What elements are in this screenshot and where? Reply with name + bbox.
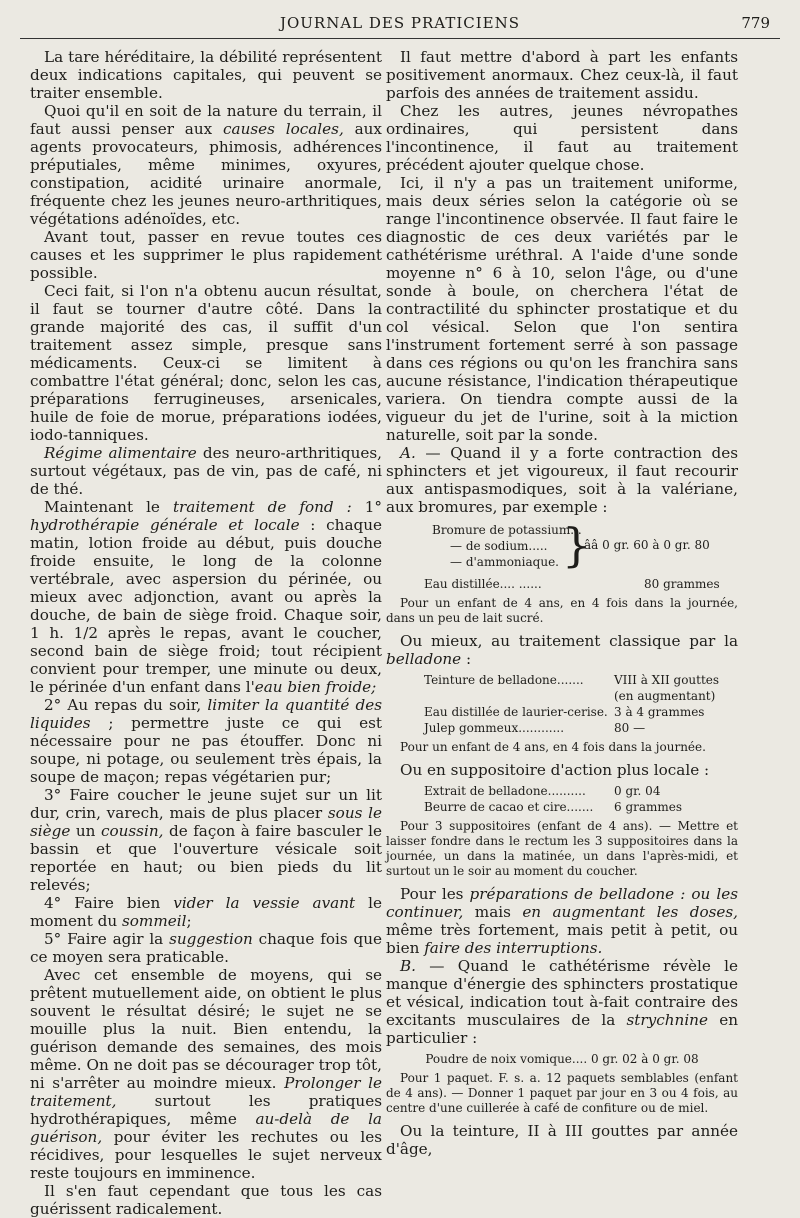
prescription-dose: 3 à 4 grammes — [614, 705, 705, 719]
paragraph: Ici, il n'y a pas un traitement uniforme, mais deux séries selon la catégorie où se range l'incontinence observée. Il faut faire le diagnostic de ces deux variétés par le cathétérisme uréthral. A l'aide d'une sonde moyenne n° 6 à 10, selon l'âge, ou d'une sonde à boule, on cherchera l'état de contractilité du sphincter prostatique et du col vésical. Selon que l'on sentira l'instrument fortement serré à son passage dans ces régions ou qu'on les franchira sans aucune résistance, l'indication thérapeutique variera. On tiendra compte aussi de la vigueur du jet de l'urine, soit à la miction naturelle, soit par la sonde. — [386, 174, 738, 444]
paragraph: A. — Quand il y a forte contraction des sphincters et jet vigoureux, il faut recourir aux antispasmodiques, soit à la valériane, aux bromures, par exemple : — [386, 444, 738, 516]
prescription-item: Teinture de belladone....... — [424, 673, 584, 687]
brace-symbol: } — [562, 518, 592, 572]
paragraph: Il s'en faut cependant que tous les cas guérissent radicalement. — [30, 1182, 382, 1218]
suppository-prescription — [386, 783, 738, 815]
paragraph: Avec cet ensemble de moyens, qui se prêtent mutuellement aide, on obtient le plus souvent le résultat désiré; le sujet ne se mouille plus la nuit. Bien entendu, la guérison demande des semaines, des mois même. On ne doit pas se décourager trop tôt, ni s'arrêter au moindre mieux. Prolonger le traitement, surtout les pratiques hydrothérapiques, même au-delà de la guérison, pour éviter les rechutes ou les récidives, pour lesquelles le sujet nerveux reste toujours en imminence. — [30, 966, 382, 1182]
prescription-dose: 80 — — [614, 721, 646, 735]
bromure-prescription — [386, 518, 738, 572]
paragraph: Quoi qu'il en soit de la nature du terrain, il faut aussi penser aux causes locales, aux agents provocateurs, phimosis, adhérences préputiales, même minimes, oxyures, constipation, acidité urinaire anormale, fréquente chez les jeunes neuro-arthritiques, végétations adénoïdes, etc. — [30, 102, 382, 228]
prescription-item: — de sodium..... — [450, 539, 548, 553]
prescription-dose: (en augmentant) — [614, 689, 716, 703]
paragraph: Ou en suppositoire d'action plus locale : — [400, 761, 710, 779]
prescription-note: Pour un enfant de 4 ans, en 4 fois dans la journée, dans un peu de lait sucré. — [386, 596, 738, 625]
water-line — [386, 576, 738, 592]
paragraph: 2° Au repas du soir, limiter la quantité des liquides ; permettre juste ce qui est nécessaire pour ne pas étouffer. Donc ni soupe, ni potage, ou seulement très épais, la soupe de maçon; repas végétarien pur; — [30, 696, 382, 786]
page-header — [20, 12, 780, 39]
prescription-note: Pour 1 paquet. F. s. a. 12 paquets semblables (enfant de 4 ans). — Donner 1 paquet par jour en 3 ou 4 fois, au centre d'une cuillerée à café de confiture ou de miel. — [386, 1071, 738, 1115]
paragraph: Maintenant le traitement de fond : 1° hydrothérapie générale et locale : chaque matin, lotion froide au début, puis douche froide ensuite, le long de la colonne vertébrale, avec aspersion du périnée, ou mieux avec adjonction, avant ou après la douche, de bain de siège froid. Chaque soir, 1 h. 1/2 après le repas, avant le coucher, second bain de siège froid; tout récipient convient pour tremper, une minute ou deux, le périnée d'un enfant dans l'eau bien froide; — [30, 498, 382, 696]
prescription-item: Bromure de potassium... — [432, 523, 582, 537]
right-column — [386, 48, 738, 1158]
prescription-dose: 6 grammes — [614, 800, 683, 814]
paragraph: 3° Faire coucher le jeune sujet sur un lit dur, crin, varech, mais de plus placer sous le siège un coussin, de façon à faire basculer le bassin et que l'ouverture vésicale soit reportée en haut; ou bien pieds du lit relevés; — [30, 786, 382, 894]
page-number: 779 — [741, 14, 770, 32]
prescription-dose: 0 gr. 04 — [614, 784, 661, 798]
prescription-note: Pour un enfant de 4 ans, en 4 fois dans la journée. — [400, 740, 706, 754]
paragraph: Il faut mettre d'abord à part les enfants positivement anormaux. Chez ceux-là, il faut parfois des années de traitement assidu. — [386, 48, 738, 102]
paragraph: Ou la teinture, II à III gouttes par année d'âge, — [386, 1122, 738, 1158]
left-column — [30, 48, 382, 1218]
prescription-dose: VIII à XII gouttes — [614, 673, 720, 687]
prescription-item: Julep gommeux............ — [424, 721, 565, 735]
belladone-prescription — [386, 672, 738, 736]
paragraph: Pour les préparations de belladone : ou les continuer, mais en augmentant les doses, même très fortement, mais petit à petit, ou bien faire des interruptions. — [386, 885, 738, 957]
prescription-item: Eau distillée de laurier-cerise. — [424, 705, 608, 719]
journal-title: JOURNAL DES PRATICIENS — [279, 14, 521, 32]
prescription-item: Eau distillée.... ...... — [424, 577, 542, 591]
paragraph: Avant tout, passer en revue toutes ces causes et les supprimer le plus rapidement possible. — [30, 228, 382, 282]
prescription-dose: ââ 0 gr. 60 à 0 gr. 80 — [584, 538, 710, 552]
prescription-item: Extrait de belladone.......... — [424, 784, 586, 798]
prescription-note: Pour 3 suppositoires (enfant de 4 ans). — Mettre et laisser fondre dans le rectum les 3 suppositoires dans la journée, un dans la matinée, un dans l'après-midi, et surtout un le soir au moment du coucher. — [386, 819, 738, 878]
paragraph: Ou mieux, au traitement classique par la belladone : — [386, 632, 738, 668]
prescription-dose: 80 grammes — [644, 577, 720, 591]
strychnine-prescription: Poudre de noix vomique.... 0 gr. 02 à 0 gr. 08 — [425, 1052, 699, 1066]
paragraph: Ceci fait, si l'on n'a obtenu aucun résultat, il faut se tourner d'autre côté. Dans la grande majorité des cas, il suffit d'un traitement assez simple, presque sans médicaments. Ceux-ci se limitent à combattre l'état général; donc, selon les cas, préparations ferrugineuses, arsenicales, huile de foie de morue, préparations iodées, iodo-tanniques. — [30, 282, 382, 444]
paragraph: La tare héréditaire, la débilité représentent deux indications capitales, qui peuvent se traiter ensemble. — [30, 48, 382, 102]
paragraph: Chez les autres, jeunes névropathes ordinaires, qui persistent dans l'incontinence, il faut au traitement précédent ajouter quelque chose. — [386, 102, 738, 174]
paragraph: B. — Quand le cathétérisme révèle le manque d'énergie des sphincters prostatique et vésical, indication tout à-fait contraire des excitants musculaires de la strychnine en particulier : — [386, 957, 738, 1047]
paragraph: 5° Faire agir la suggestion chaque fois que ce moyen sera praticable. — [30, 930, 382, 966]
paragraph: 4° Faire bien vider la vessie avant le moment du sommeil; — [30, 894, 382, 930]
prescription-item — [386, 688, 614, 704]
prescription-item: — d'ammoniaque. — [450, 555, 559, 569]
prescription-item: Beurre de cacao et cire....... — [424, 800, 594, 814]
paragraph: Régime alimentaire des neuro-arthritiques, surtout végétaux, pas de vin, pas de café, ni de thé. — [30, 444, 382, 498]
